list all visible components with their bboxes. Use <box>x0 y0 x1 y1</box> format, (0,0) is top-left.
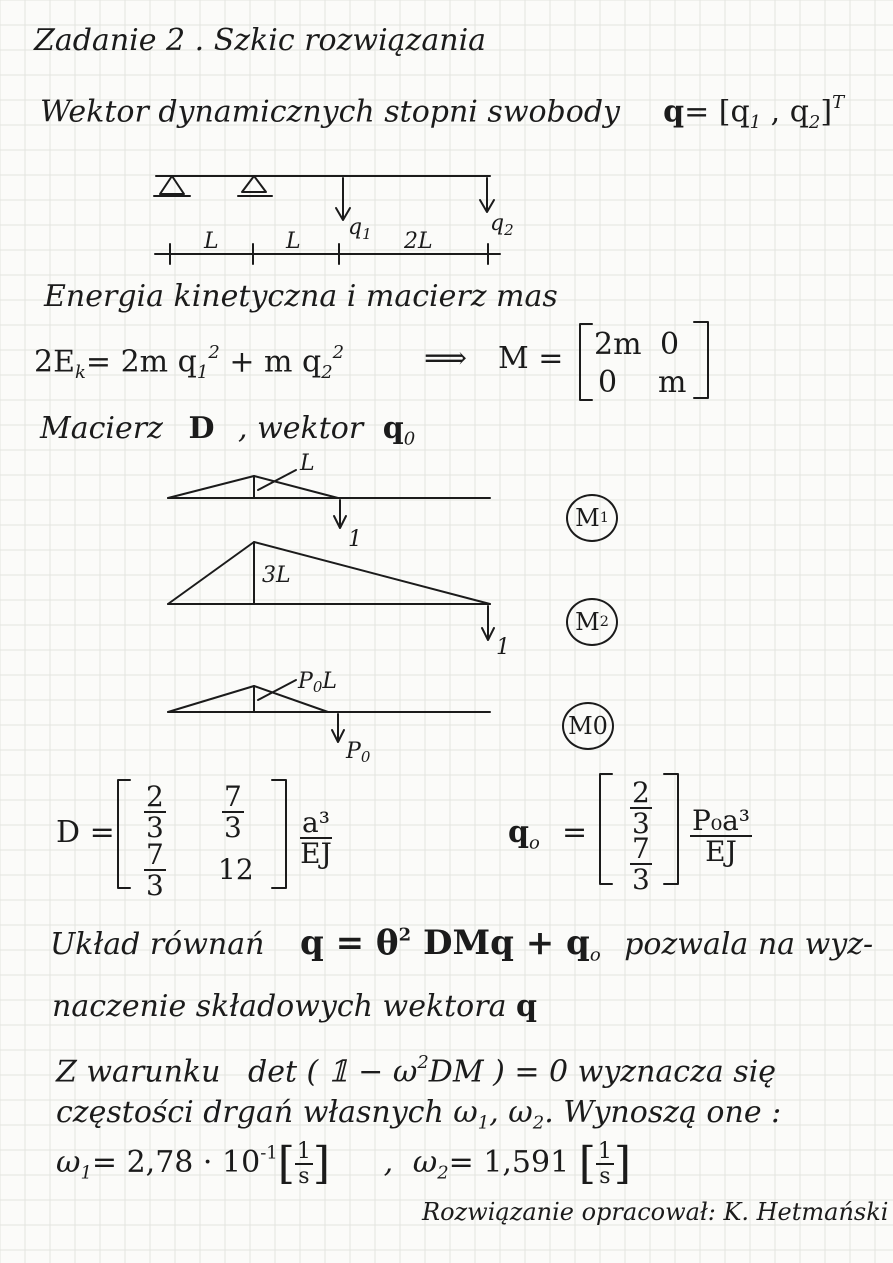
d-entry-21: $\frac{7}{3}$ <box>146 838 164 903</box>
heading-mid: , wektor <box>238 411 364 446</box>
det-expr: det ( 𝟙 − ω <box>247 1054 418 1090</box>
system-line <box>50 923 874 966</box>
freq-comma: , ω <box>489 1095 533 1130</box>
omega2: ω <box>412 1145 438 1181</box>
condition-text: Z warunku <box>56 1054 221 1090</box>
q0-lhs: $q_o$ <box>508 815 540 854</box>
ek-lhs: 2E <box>34 344 75 380</box>
ek-q2-index: 2 <box>321 361 333 383</box>
q0-symbol: q <box>382 411 404 446</box>
system-text: Układ równań <box>50 927 265 962</box>
m0-label: P0L <box>298 669 337 696</box>
result-line: $\omega_1= 2,78 \cdot 10^{-1}$[ $\frac{1}{s}$ ] , $\omega_2= 1,591$ [ $\frac{1}{s}$ ] <box>56 1138 632 1190</box>
d-entry-12: $\frac{7}{3}$ <box>224 780 242 845</box>
omega1: ω <box>56 1145 81 1181</box>
omega2-unit: $\frac{1}{s}$ <box>597 1139 612 1190</box>
m1-force-label: 1 <box>348 527 362 552</box>
frequency-line <box>56 1095 782 1134</box>
ek-term2: + m q <box>219 344 322 380</box>
dof-close: ] <box>820 94 833 130</box>
omega1-exponent: -1 <box>260 1142 278 1164</box>
dof-transpose: T <box>832 92 845 113</box>
d-entry-11: $\frac{2}{3}$ <box>146 780 164 845</box>
m1-circle-label: M 1 <box>566 494 618 542</box>
dof-eq: = [q <box>684 94 750 130</box>
omega2-index: 2 <box>532 1112 545 1134</box>
q-vector-symbol: q <box>516 989 537 1024</box>
q-vector-symbol: q <box>663 94 685 130</box>
q0-equals: = <box>562 815 588 850</box>
mass-matrix-entry: 0 <box>598 365 618 400</box>
mass-matrix-lhs: M = <box>498 341 564 376</box>
d-matrix-lhs: D = <box>56 815 115 850</box>
system-line2 <box>52 989 537 1024</box>
system-index: o <box>589 944 601 966</box>
ek-term1: = 2m q <box>85 344 197 380</box>
omega1-idx: 1 <box>80 1162 92 1184</box>
dof-q2-index: 2 <box>808 111 821 133</box>
implies-arrow: ⟹ <box>424 341 468 376</box>
dof-q2: , q <box>761 94 809 130</box>
omega1-index: 1 <box>477 1112 490 1134</box>
system-text2: pozwala na wyz- <box>624 927 874 962</box>
heading-text: Macierz <box>40 411 163 446</box>
result-sep: , <box>383 1145 394 1181</box>
q2-label: $q_2$ <box>490 211 514 239</box>
q0-entry-1: $\frac{2}{3}$ <box>632 776 650 841</box>
dim-label: L <box>286 229 301 254</box>
ek-index: k <box>75 361 86 383</box>
omega2-value: = 1,591 <box>448 1145 570 1181</box>
m2-label: 3L <box>262 563 291 588</box>
det-expr2: DM ) = 0 <box>428 1054 569 1090</box>
dim-label: 2L <box>404 229 433 254</box>
m0-force-label: P0 <box>346 739 371 766</box>
dim-label: L <box>204 229 219 254</box>
q1-label: $q_1$ <box>348 215 372 243</box>
ek-square: 2 <box>332 342 345 363</box>
system-square: 2 <box>398 924 412 946</box>
omega1-value: = 2,78 · 10 <box>91 1145 261 1181</box>
dof-q1-index: 1 <box>749 111 762 133</box>
q0-entry-2: $\frac{7}{3}$ <box>632 832 650 897</box>
ek-q1-index: 1 <box>196 361 209 383</box>
d-matrix-factor: $\frac{\text{a³}}{EJ}$ <box>300 806 332 871</box>
condition-text2: wyznacza się <box>577 1054 777 1090</box>
q0-index: 0 <box>403 428 416 450</box>
mass-matrix-entry: 0 <box>660 327 680 362</box>
det-square: 2 <box>417 1052 429 1073</box>
condition-line <box>56 1054 776 1088</box>
system-text3: naczenie składowych wektora <box>52 989 507 1024</box>
mass-matrix-entry: m <box>658 365 687 400</box>
d-entry-22: 12 <box>218 853 254 886</box>
m1-label: L <box>300 451 315 476</box>
page-title: Zadanie 2 . Szkic rozwiązania <box>34 23 487 58</box>
kinetic-heading: Energia kinetyczna i macierz mas <box>44 279 558 314</box>
m2-circle-label: M 2 <box>566 598 618 646</box>
omega2-idx: 2 <box>437 1162 449 1184</box>
d-symbol: D <box>188 411 215 446</box>
omega1-unit: $\frac{1}{s}$ <box>296 1139 311 1190</box>
system-eq: q = θ <box>299 923 399 963</box>
m2-force-label: 1 <box>496 635 510 660</box>
mass-matrix-entry: 2m <box>594 327 642 362</box>
q0-factor: $\frac{\text{P₀a³}}{EJ}$ <box>692 804 750 869</box>
signature: Rozwiązanie opracował: K. Hetmański <box>422 1198 889 1226</box>
freq-text: częstości drgań własnych ω <box>56 1095 478 1130</box>
m0-circle-label: M 0 <box>562 702 614 750</box>
ek-square: 2 <box>208 342 220 363</box>
system-eq2: DMq + q <box>411 923 590 963</box>
freq-text2: . Wynoszą one : <box>544 1095 782 1130</box>
dof-text: Wektor dynamicznych stopni swobody <box>40 94 620 130</box>
